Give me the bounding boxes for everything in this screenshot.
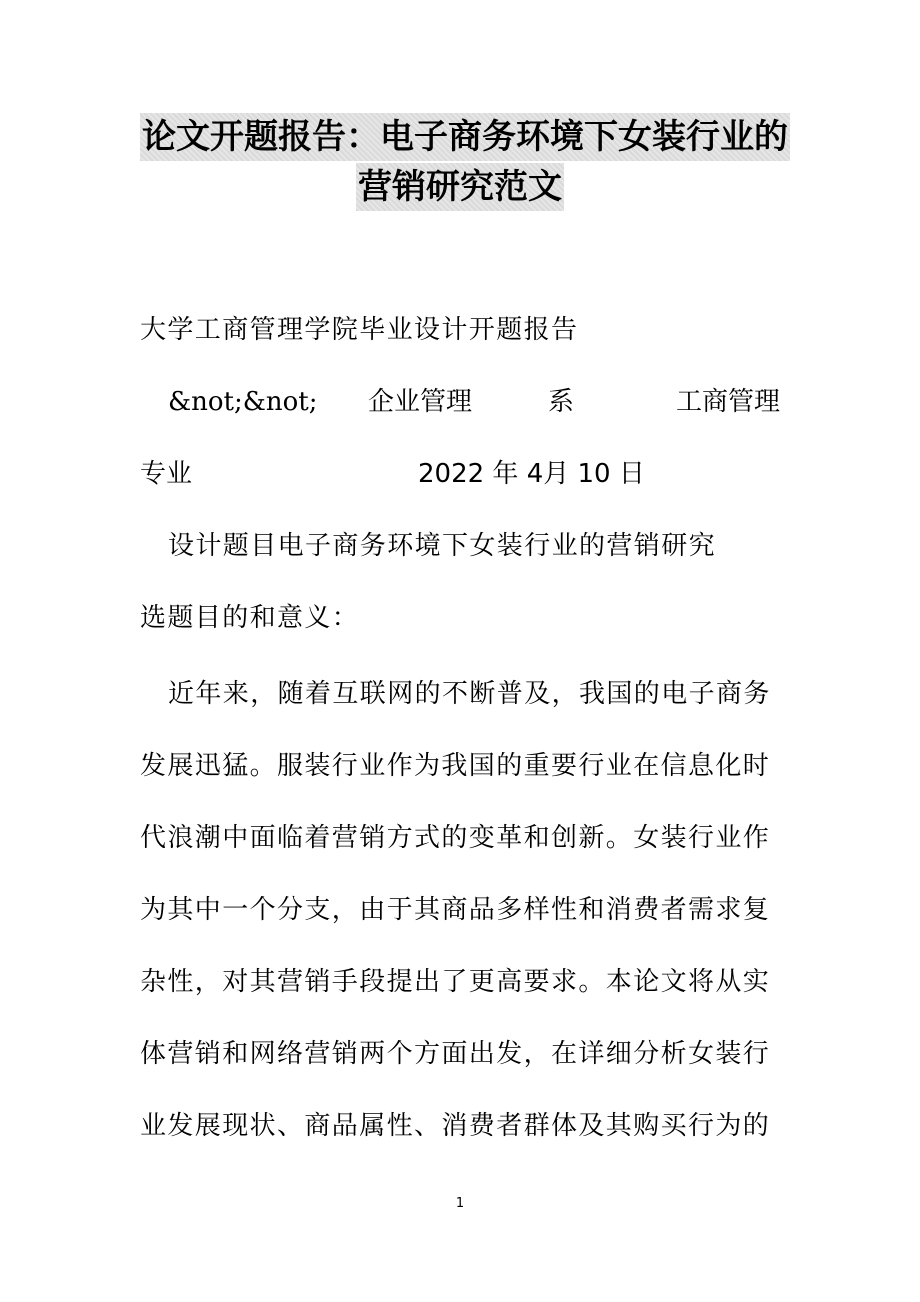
paragraph-line-2: 发展迅猛。服装行业作为我国的重要行业在信息化时	[140, 751, 771, 781]
paragraph-line-4: 为其中一个分支，由于其商品多样性和消费者需求复	[140, 895, 771, 925]
paragraph-line-6: 体营销和网络营销两个方面出发，在详细分析女装行	[140, 1039, 771, 1069]
entity-text: &not;&not;	[168, 387, 318, 417]
major-name: 工商管理	[675, 387, 780, 417]
paragraph-line-1: 近年来，随着互联网的不断普及，我国的电子商务	[168, 679, 771, 709]
title-text-1: 论文开题报告：电子商务环境下女装行业的	[140, 113, 790, 161]
major-suffix: 专业	[140, 459, 193, 489]
paragraph-line-7: 业发展现状、商品属性、消费者群体及其购买行为的	[140, 1111, 771, 1141]
purpose-heading: 选题目的和意义：	[140, 603, 360, 633]
document-title-line-2	[140, 162, 780, 212]
report-date: 2022 年 4月 10 日	[418, 459, 645, 489]
paragraph-line-5: 杂性，对其营销手段提出了更高要求。本论文将从实	[140, 967, 771, 997]
document-title-line-1	[140, 112, 788, 162]
department-name: 企业管理	[368, 387, 473, 417]
title-text-2: 营销研究范文	[356, 163, 564, 211]
paragraph-line-3: 代浪潮中面临着营销方式的变革和创新。女装行业作	[140, 823, 771, 853]
design-title: 设计题目电子商务环境下女装行业的营销研究	[168, 531, 717, 561]
school-heading: 大学工商管理学院毕业设计开题报告	[140, 315, 579, 345]
page-number: 1	[455, 1196, 465, 1211]
department-suffix: 系	[548, 387, 575, 417]
